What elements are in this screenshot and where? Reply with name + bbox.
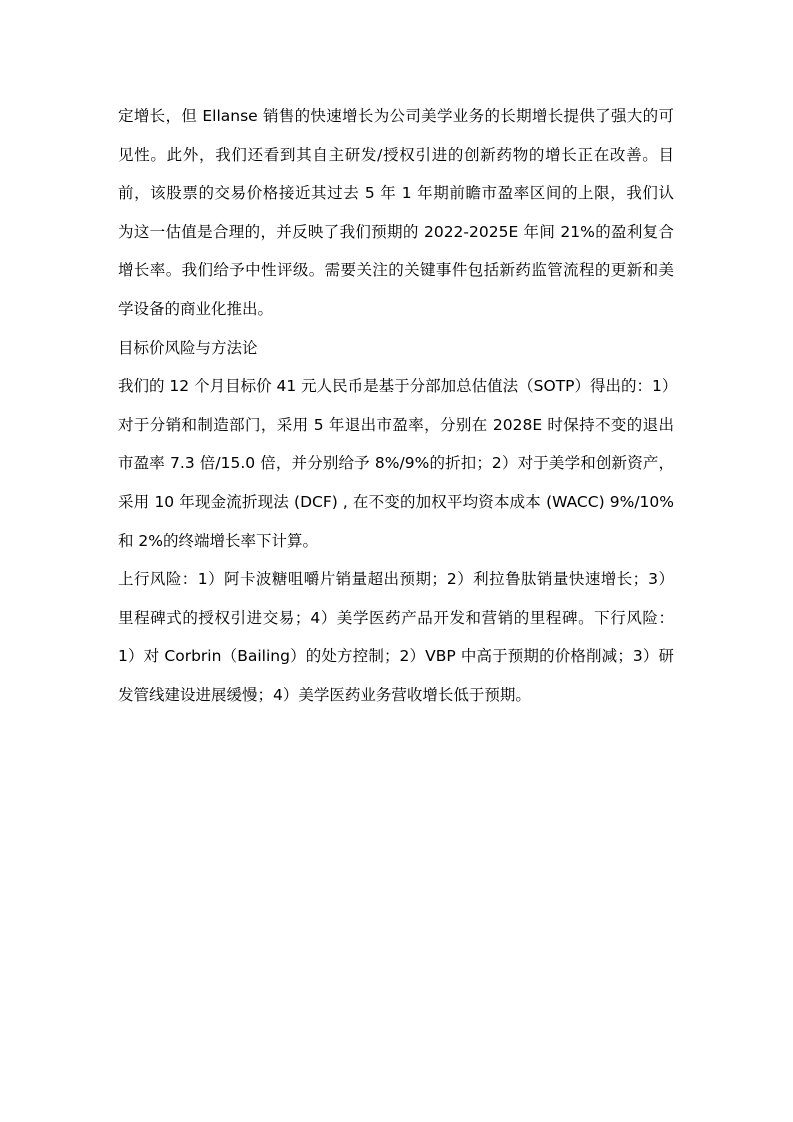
paragraph-line: 对于分销和制造部门，采用 5 年退出市盈率，分别在 2028E 时保持不变的退出 [118,415,674,434]
paragraph-line: 增长率。我们给予中性评级。需要关注的关键事件包括新药监管流程的更新和美 [118,261,674,280]
paragraph-line: 1）对 Corbrin（Bailing）的处方控制；2）VBP 中高于预期的价格削减；3）研 [118,647,674,666]
paragraph-line: 市盈率 7.3 倍/15.0 倍，并分别给予 8%/9%的折扣；2）对于美学和创新资产， [118,454,674,473]
paragraph-line: 发管线建设进展缓慢；4）美学医药业务营收增长低于预期。 [118,685,531,704]
paragraph-line: 定增长，但 Ellanse 销售的快速增长为公司美学业务的长期增长提供了强大的可 [118,107,674,125]
paragraph-line: 前，该股票的交易价格接近其过去 5 年 1 年期前瞻市盈率区间的上限，我们认 [118,184,674,203]
document-body [118,101,678,719]
paragraph-line: 学设备的商业化推出。 [118,299,274,318]
paragraph-line: 见性。此外，我们还看到其自主研发/授权引进的创新药物的增长正在改善。目 [118,145,674,164]
paragraph-line: 上行风险：1）阿卡波糖咀嚼片销量超出预期；2）利拉鲁肽销量快速增长；3） [118,570,674,589]
section-heading: 目标价风险与方法论 [118,338,258,357]
paragraph-line: 和 2%的终端增长率下计算。 [118,531,319,550]
paragraph-line: 里程碑式的授权引进交易；4）美学医药产品开发和营销的里程碑。下行风险： [118,608,674,627]
paragraph-line: 采用 10 年现金流折现法 (DCF) , 在不变的加权平均资本成本 (WACC) 9%/10% [118,492,674,511]
paragraph-line: 为这一估值是合理的，并反映了我们预期的 2022-2025E 年间 21%的盈利复合 [118,222,674,241]
paragraph-line: 我们的 12 个月目标价 41 元人民币是基于分部加总估值法（SOTP）得出的：1） [118,377,678,396]
